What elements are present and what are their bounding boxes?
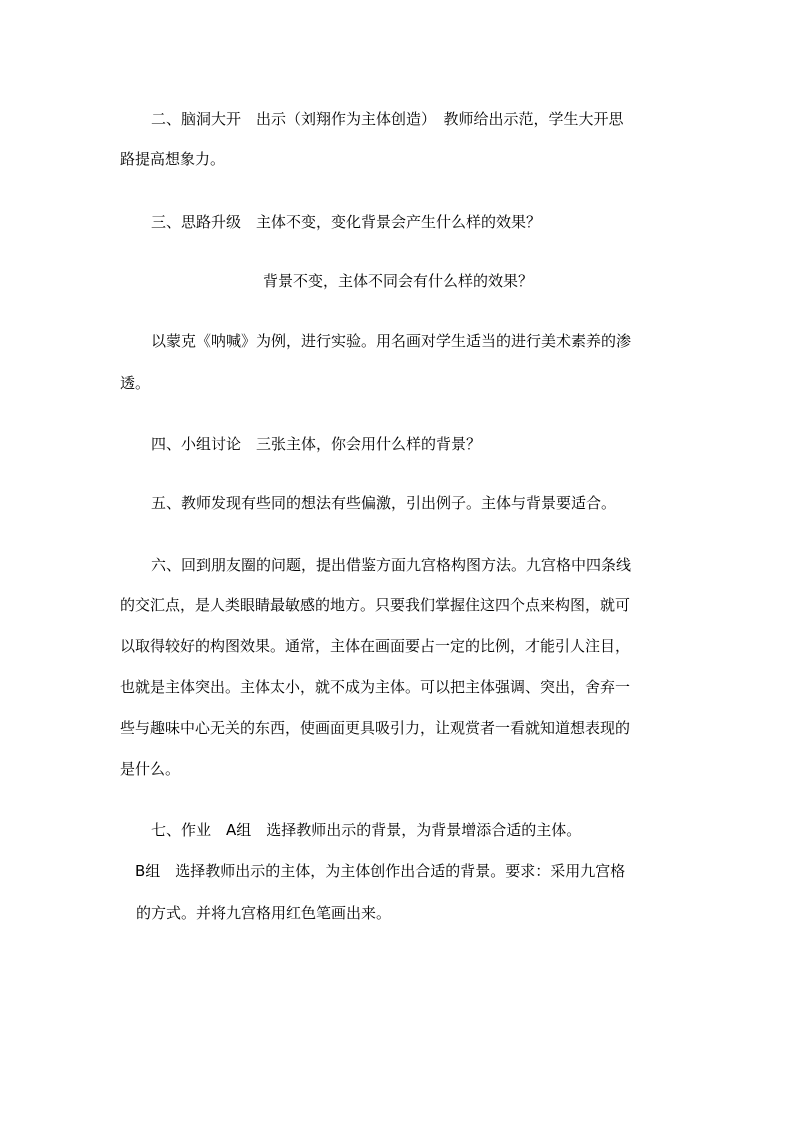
section-7-line-1: 七、作业 A组 选择教师出示的背景，为背景增添合适的主体。 [151,821,582,839]
section-3-line-2: 背景不变，主体不同会有什么样的效果？ [263,272,534,290]
example-line-2: 透。 [120,374,151,392]
section-2-line-2: 路提高想象力。 [120,150,226,168]
section-6-line-4: 也就是主体突出。主体太小，就不成为主体。可以把主体强调、突出，舍弃一 [120,678,631,696]
section-5-line: 五、教师发现有些同的想法有些偏激，引出例子。主体与背景要适合。 [151,494,617,512]
section-6-line-5: 些与趣味中心无关的东西，使画面更具吸引力，让观赏者一看就知道想表现的 [120,719,631,737]
section-7-line-2: B组 选择教师出示的主体，为主体创作出合适的背景。要求：采用九宫格 [135,862,626,880]
section-6-line-3: 以取得较好的构图效果。通常，主体在画面要占一定的比例，才能引人注目， [120,637,631,655]
example-line-1: 以蒙克《呐喊》为例，进行实验。用名画对学生适当的进行美术素养的渗 [151,332,632,350]
section-6-line-2: 的交汇点，是人类眼睛最敏感的地方。只要我们掌握住这四个点来构图，就可 [120,596,631,614]
section-4-line: 四、小组讨论 三张主体，你会用什么样的背景？ [151,435,482,453]
section-7-line-3: 的方式。并将九宫格用红色笔画出来。 [136,904,392,922]
section-6-line-6: 是什么。 [120,760,181,778]
section-2-line-1: 二、脑洞大开 出示（刘翔作为主体创造） 教师给出示范，学生大开思 [151,110,624,128]
section-6-line-1: 六、回到朋友圈的问题，提出借鉴方面九宫格构图方法。九宫格中四条线 [151,556,632,574]
section-3-line-1: 三、思路升级 主体不变，变化背景会产生什么样的效果？ [151,213,542,231]
